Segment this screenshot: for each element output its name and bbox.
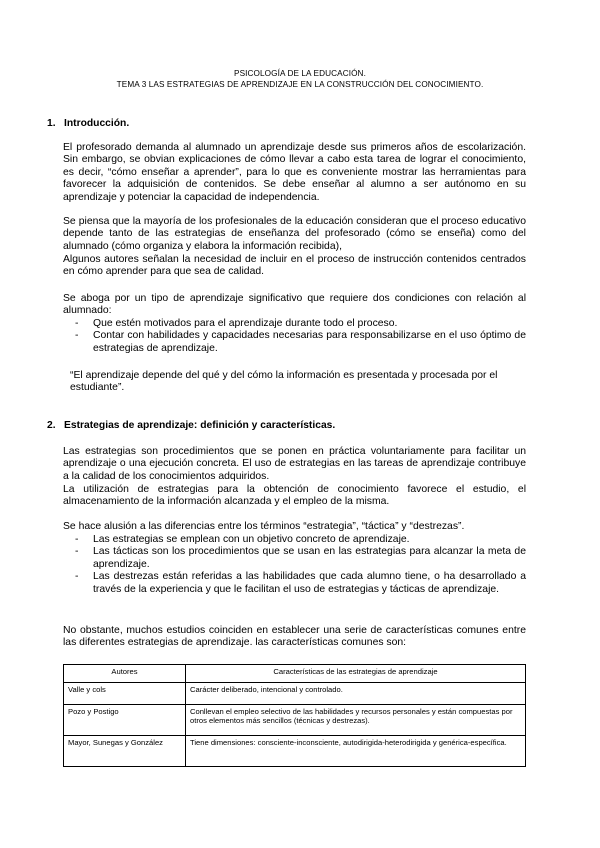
table-cell-characteristic: Conllevan el empleo selectivo de las habilidades y recursos personales y están compuestas por otros elementos más sencillos (técnicas y destrezas). [186, 705, 526, 736]
table-header-row [64, 665, 526, 683]
table-cell-characteristic: Tiene dimensiones: consciente-inconsciente, autodirigida-heterodirigida y genérica-específica. [186, 736, 526, 767]
list-item: - Contar con habilidades y capacidades necesarias para responsabilizarse en el uso óptimo de estrategias de aprendizaje. [75, 330, 526, 354]
section-1-paragraph-1: El profesorado demanda al alumnado un aprendizaje desde sus primeros años de escolarización. Sin embargo, se obvian explicaciones de cómo llevar a cabo esta tarea de lograr el conocimiento, es decir, “cómo enseñar a aprender”, para lo que es conveniente mostrar las herramientas para favorecer la adquisición de contenidos. Se debe enseñar al alumno a ser autónomo en su aprendizaje y potenciar la capacidad de independencia. [63, 142, 526, 203]
list-item: - Las tácticas son los procedimientos que se usan en las estrategias para alcanzar la meta de aprendizaje. [75, 546, 526, 570]
section-1-condition-list [63, 318, 526, 355]
section-2-paragraph-1: Las estrategias son procedimientos que se ponen en práctica voluntariamente para facilitar un aprendizaje o una ejecución concreta. El uso de estrategias en las tareas de aprendizaje contribuye a la calidad de los conocimientos adquiridos. [63, 446, 526, 482]
section-2-number: 2. [47, 420, 56, 431]
table-row [64, 683, 526, 705]
table-header-authors: Autores [64, 665, 186, 683]
list-item: - Las destrezas están referidas a las habilidades que cada alumno tiene, o ha desarrollado a través de la experiencia y que le facilitan el uso de estrategias y tácticas de aprendizaje. [75, 571, 526, 595]
table-cell-author: Mayor, Sunegas y González [64, 736, 186, 767]
section-1-quote: “El aprendizaje depende del qué y del cómo la información es presentada y procesada por el estudiante”. [70, 370, 498, 394]
table-row [64, 736, 526, 767]
section-1-title: Introducción. [64, 118, 130, 129]
section-2-paragraph-4: No obstante, muchos estudios coinciden en establecer una serie de características comunes entre las diferentes estrategias de aprendizaje. las características comunes son: [63, 625, 526, 649]
section-1-paragraph-3: Algunos autores señalan la necesidad de incluir en el proceso de instrucción contenidos centrados en cómo aprender para que sea de calidad. [63, 254, 526, 278]
section-1-paragraph-2: Se piensa que la mayoría de los profesionales de la educación consideran que el proceso educativo depende tanto de las estrategias de enseñanza del profesorado (cómo se enseña) como del alumnado (cómo organiza y elabora la información recibida), [63, 216, 526, 252]
section-2-terms-list [63, 534, 526, 596]
table-row [64, 705, 526, 736]
document-header-subject: PSICOLOGÍA DE LA EDUCACIÓN. [234, 69, 366, 78]
table-header-characteristics: Características de las estrategias de aprendizaje [186, 665, 526, 683]
section-2-paragraph-2: La utilización de estrategias para la obtención de conocimiento favorece el estudio, el almacenamiento de la información alcanzada y el empleo de la misma. [63, 484, 526, 508]
characteristics-table [63, 664, 526, 767]
section-1-heading [47, 118, 129, 129]
table-cell-characteristic: Carácter deliberado, intencional y controlado. [186, 683, 526, 705]
table-cell-author: Valle y cols [64, 683, 186, 705]
list-item: - Las estrategias se emplean con un objetivo concreto de aprendizaje. [75, 534, 410, 545]
section-1-number: 1. [47, 118, 56, 129]
table-cell-author: Pozo y Postigo [64, 705, 186, 736]
section-2-paragraph-3: Se hace alusión a las diferencias entre los términos “estrategia”, “táctica” y “destrezas”. [63, 521, 465, 532]
list-item: - Que estén motivados para el aprendizaje durante todo el proceso. [75, 318, 398, 329]
document-header-topic: TEMA 3 LAS ESTRATEGIAS DE APRENDIZAJE EN LA CONSTRUCCIÓN DEL CONOCIMIENTO. [116, 80, 484, 89]
section-1-paragraph-4: Se aboga por un tipo de aprendizaje significativo que requiere dos condiciones con relación al alumnado: [63, 293, 526, 317]
section-2-title: Estrategias de aprendizaje: definición y características. [64, 420, 336, 431]
section-2-heading [47, 420, 335, 431]
